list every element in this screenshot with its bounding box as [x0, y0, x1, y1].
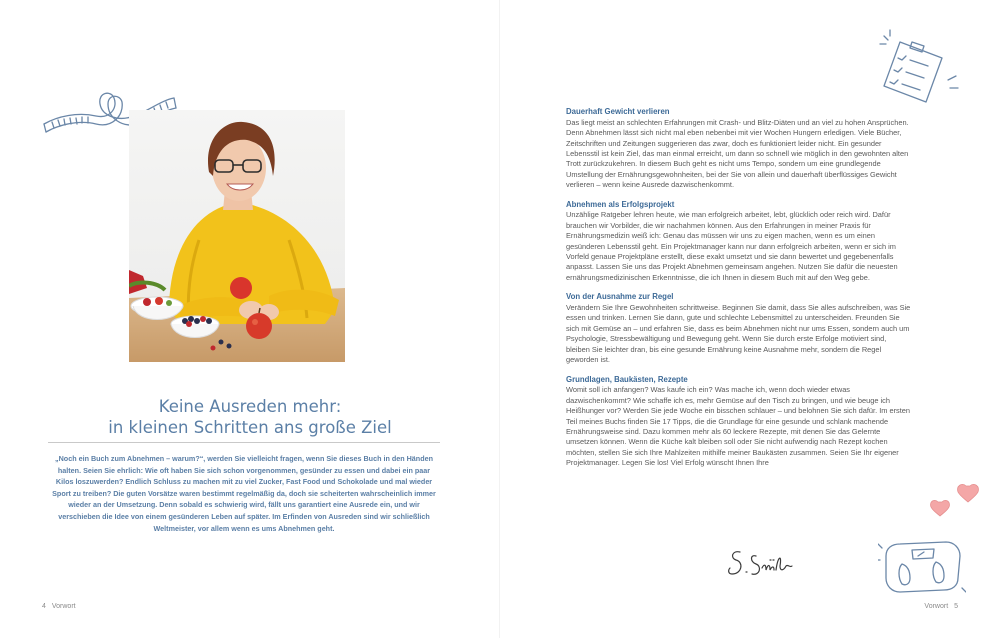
section-heading: Abnehmen als Erfolgsprojekt	[566, 199, 675, 209]
bathroom-scale-icon	[878, 538, 966, 596]
section-label: Vorwort	[924, 603, 949, 610]
section-grundlagen	[566, 375, 911, 469]
section-dauerhaft	[566, 107, 911, 191]
section-text: Unzählige Ratgeber lehren heute, wie man erfolgreich arbeitet, lebt, glücklich oder reich wird. Dafür brauchen wir Vorbilder, die wir nachahmen können. Aus den Erfahrungen in meiner Praxis für Ernährungsmedizin weiß ich: Genau das müssen wir uns zu eigen machen, wenn es um einen gesünderen Lebensstil geht. Ein Projektmanager kann nur dann erfolgreich arbeiten, wenn er sich im Vorfeld genaue Projektpläne erstellt, diese exakt umsetzt und sie dann bewertet und gegebenenfalls anpasst. Lassen Sie uns das Projekt Abnehmen gemeinsam angehen. Nutzen Sie dafür die neuesten ernährungsmedizinischen Erkenntnisse, die ich Ihnen in diesem Buch mit auf den Weg gebe.	[566, 210, 898, 282]
author-photo	[129, 110, 345, 362]
signature	[726, 546, 794, 582]
section-label: Vorwort	[51, 603, 76, 610]
article-body	[566, 107, 911, 478]
page-footer-right	[920, 603, 958, 610]
section-erfolgsprojekt	[566, 200, 911, 284]
author-portrait-image	[129, 110, 345, 362]
page-footer-left	[42, 603, 80, 610]
page-number: 4	[42, 603, 46, 610]
section-text: Das liegt meist an schlechten Erfahrungen mit Crash- und Blitz-Diäten und an viel zu hohen Ansprüchen. Denn Abnehmen lässt sich nicht mal eben nebenbei mit vier Wochen Hungern erledigen. Viele Bücher, Zeitschriften und Zeitungen suggerieren das zwar, doch es funktioniert leider nicht. Ein gesunder Lebensstil ist kein Ziel, das man einmal erreicht, um dann so schnell wie möglich in den gewohnten alten Trott zurückzukehren. In diesem Buch geht es nicht ums Tempo, sondern um eine grundlegende Umstellung der Ernährungsgewohnheiten, bei der Sie von allein und dauerhaft überflüssiges Gewicht verlieren – wenn keine Ausrede dazwischenkommt.	[566, 117, 909, 190]
hearts-icon	[930, 482, 980, 522]
section-text: Verändern Sie Ihre Gewohnheiten schrittweise. Beginnen Sie damit, dass Sie alles aufschreiben, was Sie essen und trinken. Lernen Sie dann, gute und schlechte Lebensmittel zu unterscheiden. Freunden Sie sich mit Gemüse an – und erfahren Sie, dass es beim Abnehmen nicht nur ums Essen, sondern auch um Psychologie, Stressbewältigung und Bewegung geht. Wenn Sie durch erste Erfolge motiviert sind, bleiben Sie leichter dran, bis eine gesunde Ernährung keine Ausnahme mehr, sondern die Regel geworden ist.	[566, 303, 911, 365]
headline-line-2: in kleinen Schritten ans große Ziel	[108, 418, 392, 437]
page-number: 5	[954, 603, 958, 610]
section-text: Womit soll ich anfangen? Was kaufe ich ein? Was mache ich, wenn doch wieder etwas dazwischenkommt? Wie schaffe ich es, mehr Gemüse auf den Tisch zu bringen, und wie beuge ich Heißhunger vor? Werden Sie jede Woche ein bisschen schlauer – und belohnen Sie sich dafür. Im ersten Teil meines Buchs finden Sie 17 Tipps, die die Grundlage für eine gesunde und schlank machende Ernährungsweise sind. Dazu kommen mehr als 60 leckere Rezepte, mit denen Sie das Gelernte umsetzen können. Wenn die Küche kalt bleiben soll oder Sie nicht aufwendig nach Rezept kochen möchten, stellen Sie sich Ihre Mahlzeiten mithilfe meiner Baukästen zusammen. Seien Sie Ihr eigener Projektmanager. Legen Sie los! Viel Erfolg wünscht Ihnen Ihre	[566, 385, 911, 468]
clipboard-checklist-icon	[878, 28, 964, 108]
section-heading: Grundlagen, Baukästen, Rezepte	[566, 374, 688, 384]
section-heading: Von der Ausnahme zur Regel	[566, 292, 674, 302]
intro-paragraph: „Noch ein Buch zum Abnehmen – warum?“, werden Sie vielleicht fragen, wenn Sie dieses Buch in den Händen halten. Seien Sie ehrlich: Wie oft haben Sie sich schon vorgenommen, gesünder zu essen und dabei ein paar Kilos loszuwerden? Endlich Schluss zu machen mit zu viel Zucker, Fast Food und Schokolade und mal wieder Sport zu treiben? Die guten Vorsätze waren bestimmt regelmäßig da, doch sie scheiterten wahrscheinlich immer wieder an der Umsetzung. Denn sobald es schwierig wird, fällt uns garantiert eine Ausrede ein, und wir verschieben die Idee von einem gesünderen Leben auf später. Im Erfinden von Ausreden sind wir schließlich Weltmeister, vor allem wenn es ums Abnehmen geht.	[52, 454, 436, 533]
section-ausnahme-regel	[566, 292, 911, 365]
divider	[48, 442, 440, 443]
headline-line-1: Keine Ausreden mehr:	[158, 397, 342, 416]
right-page	[500, 0, 1000, 638]
page-headline	[60, 396, 440, 438]
section-heading: Dauerhaft Gewicht verlieren	[566, 107, 670, 116]
